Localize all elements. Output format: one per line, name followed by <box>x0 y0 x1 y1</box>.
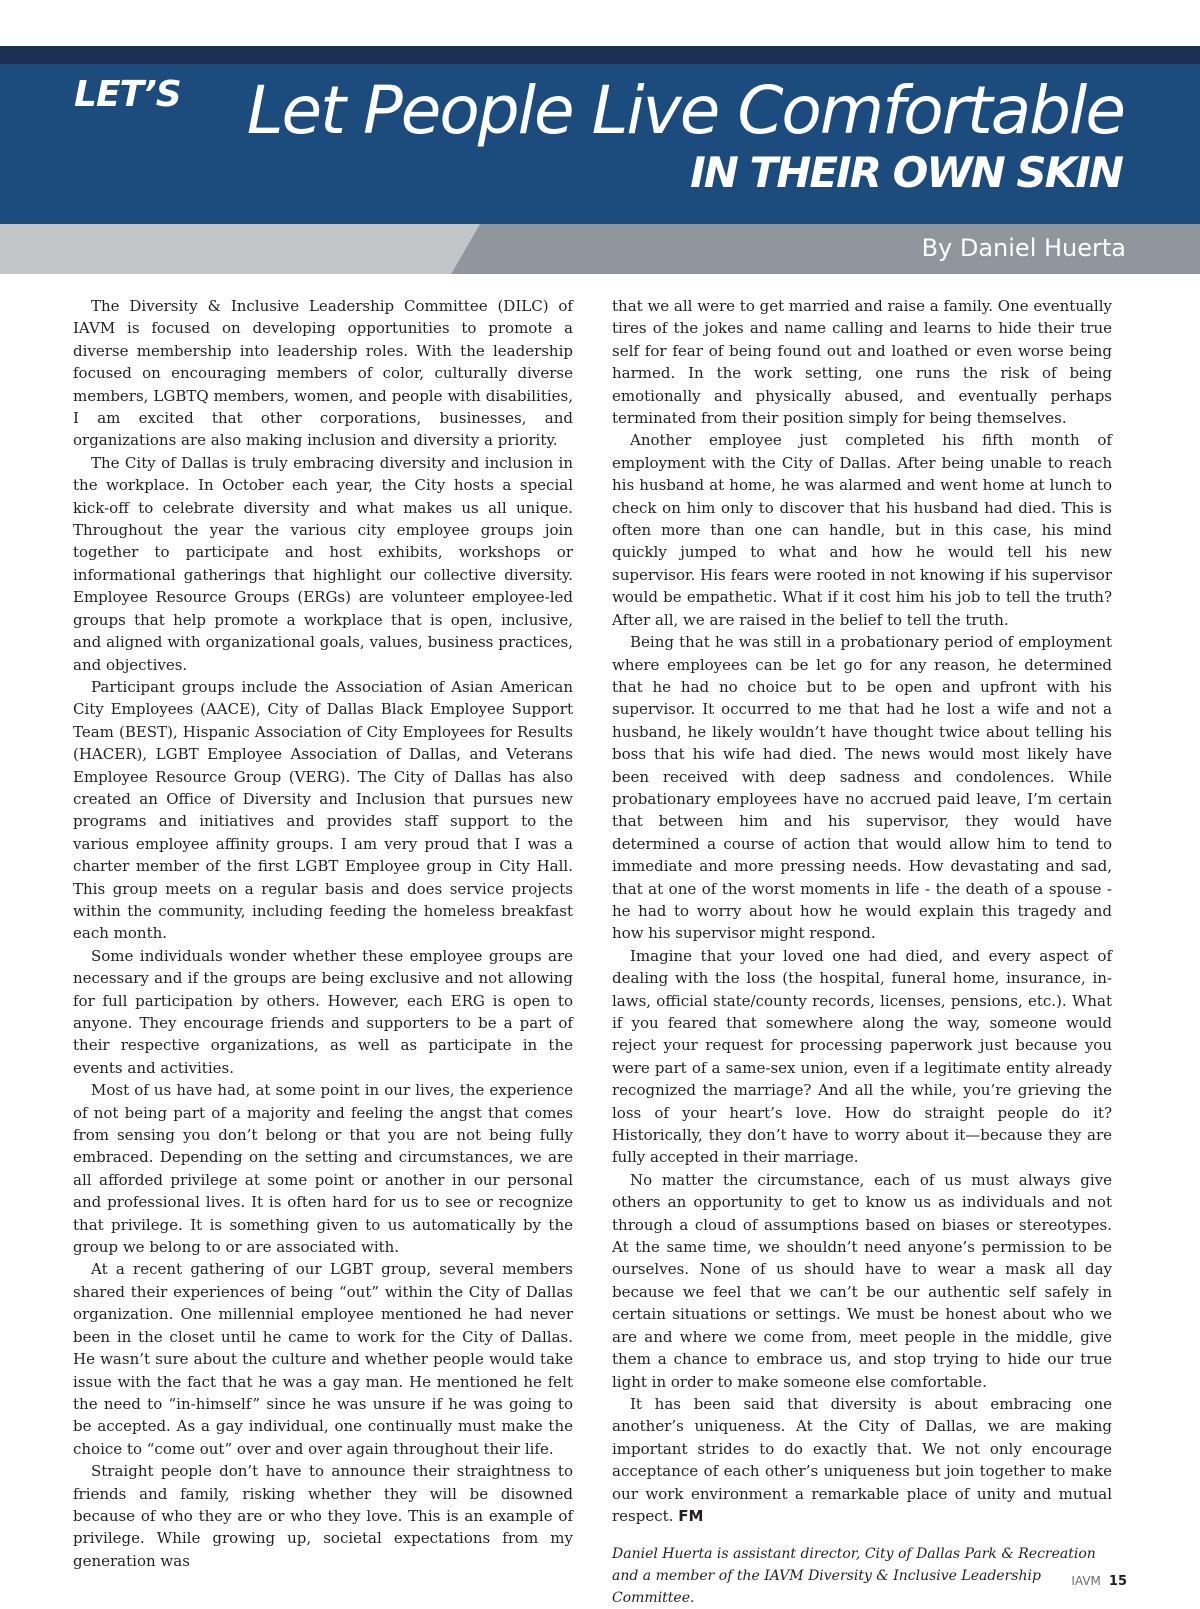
page-title: Let People Live Comfortable <box>246 72 1124 149</box>
paragraph: Being that he was still in a probationary period of employment where employees can be let go for any reason, he determined that he had no choice but to be open and upfront with his supervisor. It occurred to me that had he lost a wife and not a husband, he likely wouldn’t have thought twice about telling his boss that his wife had died. The news would most likely have been received with deep sadness and condolences. While probationary employees have no accrued paid leave, I’m certain that between him and his supervisor, they would have determined a course of action that would allow him to tend to immediate and more pressing needs. How devastating and sad, that at one of the worst moments in life - the death of a spouse - he had to worry about how he would explain this tragedy and how his supervisor might respond. <box>612 633 1112 943</box>
paragraph: The City of Dallas is truly embracing diversity and inclusion in the workplace. In October each year, the City hosts a special kick-off to celebrate diversity and what makes us all unique. Throughout the year the various city employee groups join together to participate and host exhibits, workshops or informational gatherings that highlight our collective diversity. Employee Resource Groups (ERGs) are volunteer employee-led groups that help promote a workplace that is open, inclusive, and aligned with organizational goals, values, business practices, and objectives. <box>73 453 573 674</box>
byline-band-accent <box>0 224 480 274</box>
closing-paragraph <box>612 1393 1112 1527</box>
paragraph: Participant groups include the Association of Asian American City Employees (AACE), City of Dallas Black Employee Support Team (BEST), Hispanic Association of City Employees for Results (HACER), LGBT Employee Association of Dallas, and Veterans Employee Resource Group (VERG). The City of Dallas has also created an Office of Diversity and Inclusion that pursues new programs and initiatives and provides staff support to the various employee affinity groups. I am very proud that I was a charter member of the first LGBT Employee group in City Hall. This group meets on a regular basis and does service projects within the community, including feeding the homeless breakfast each month. <box>73 677 573 943</box>
left-column <box>73 295 573 1572</box>
author-bio: Daniel Huerta is assistant director, City of Dallas Park & Recreation and a member of the IAVM Diversity & Inclusive Leadership Committee. <box>612 1546 1096 1607</box>
title-kicker: LET’S <box>74 74 181 115</box>
paragraph: Straight people don’t have to announce their straightness to friends and family, risking whether they will be disowned because of who they are or who they love. This is an example of privilege. While growing up, societal expectations from my generation was <box>73 1462 573 1570</box>
closing-text: It has been said that diversity is about embracing one another’s uniqueness. At the City of Dallas, we are making important strides to do exactly that. We not only encourage acceptance of each other’s uniqueness but join together to make our work environment a remarkable place of unity and mutual respect. <box>612 1394 1112 1525</box>
top-strip <box>0 46 1200 64</box>
page-number: 15 <box>1108 1574 1127 1589</box>
publication-name: IAVM <box>1071 1574 1101 1588</box>
page-subtitle: IN THEIR OWN SKIN <box>690 148 1122 197</box>
paragraph: Imagine that your loved one had died, and every aspect of dealing with the loss (the hospital, funeral home, insurance, in-laws, official state/county records, licenses, pensions, etc.). What if you feared that somewhere along the way, someone would reject your request for processing paperwork just because you were part of a same-sex union, even if a legitimate entity already recognized the marriage? And all the while, you’re grieving the loss of your heart’s love. How do straight people do it? Historically, they don’t have to worry about it—because they are fully accepted in their marriage. <box>612 946 1112 1167</box>
end-mark: FM <box>678 1506 704 1525</box>
paragraph: Another employee just completed his fifth month of employment with the City of Dallas. After being unable to reach his husband at home, he was alarmed and went home at lunch to check on him only to discover that his husband had died. This is often more than one can handle, but in this case, his mind quickly jumped to what and how he would tell his new supervisor. His fears were rooted in not knowing if his supervisor would be empathetic. What if it cost him his job to tell the truth? After all, we are raised in the belief to tell the truth. <box>612 431 1112 629</box>
paragraph: The Diversity & Inclusive Leadership Committee (DILC) of IAVM is focused on developing opportunities to promote a diverse membership into leadership roles. With the leadership focused on encouraging members of color, culturally diverse members, LGBTQ members, women, and people with disabilities, I am excited that other corporations, businesses, and organizations are also making inclusion and diversity a priority. <box>73 297 573 450</box>
paragraph: At a recent gathering of our LGBT group, several members shared their experiences of being “out” within the City of Dallas organization. One millennial employee mentioned he had never been in the closet until he came to work for the City of Dallas. He wasn’t sure about the culture and whether people would take issue with the fact that he was a gay man. He mentioned he felt the need to “in-himself” since he was unsure if he was going to be accepted. As a gay individual, one continually must make the choice to “come out” over and over again throughout their life. <box>73 1260 573 1458</box>
paragraph-continuation: that we all were to get married and raise a family. One eventually tires of the jokes and name calling and learns to hide their true self for fear of being found out and loathed or even worse being harmed. In the work setting, one runs the risk of being emotionally and physically abused, and eventually perhaps terminated from their position simply for being themselves. <box>612 297 1112 428</box>
paragraph: Some individuals wonder whether these employee groups are necessary and if the groups are being exclusive and not allowing for full participation by others. However, each ERG is open to anyone. They encourage friends and supporters to be a part of their respective organizations, as well as participate in the events and activities. <box>73 946 573 1077</box>
right-column <box>612 295 1112 1609</box>
paragraph: No matter the circumstance, each of us must always give others an opportunity to get to know us as individuals and not through a cloud of assumptions based on biases or stereotypes. At the same time, we shouldn’t need anyone’s permission to be ourselves. None of us should have to wear a mask all day because we feel that we can’t be our authentic self safely in certain situations or settings. We must be honest about who we are and where we come from, meet people in the middle, give them a chance to embrace us, and stop trying to hide our true light in order to make someone else comfortable. <box>612 1170 1112 1391</box>
paragraph: Most of us have had, at some point in our lives, the experience of not being part of a majority and feeling the angst that comes from sensing you don’t belong or that you are not being fully embraced. Depending on the setting and circumstances, we are all afforded privilege at some point or another in our personal and professional lives. It is often hard for us to see or recognize that privilege. It is something given to us automatically by the group we belong to or are associated with. <box>73 1081 573 1257</box>
byline: By Daniel Huerta <box>921 234 1126 262</box>
page-footer <box>1071 1574 1127 1589</box>
